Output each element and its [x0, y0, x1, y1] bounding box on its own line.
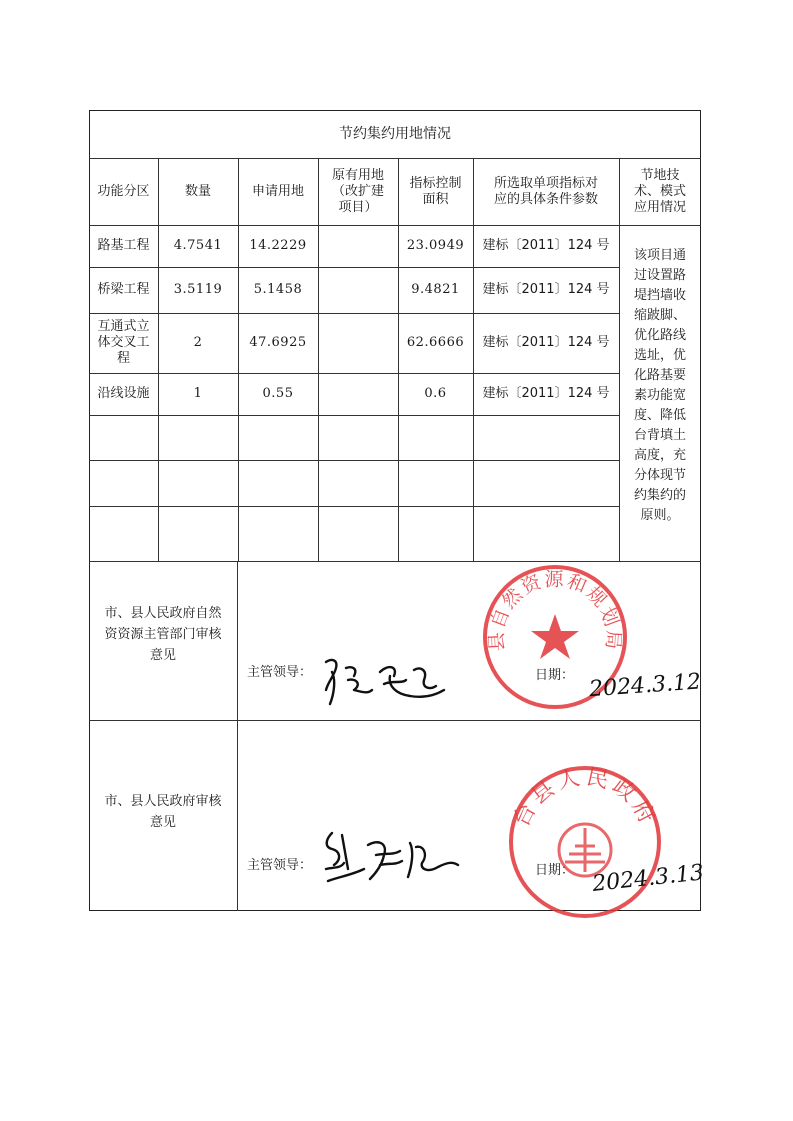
review2-label: 市、县人民政府审核 意见 — [104, 793, 222, 830]
table-cell-param: 建标〔2011〕124 号 — [482, 282, 610, 297]
row-divider — [89, 506, 619, 507]
table-cell-original — [318, 225, 398, 267]
table-cell-control: 9.4821 — [411, 282, 460, 297]
table-cell-zone: 沿线设施 — [97, 386, 150, 401]
signature-zhang — [318, 825, 468, 895]
table-cell-qty: 3.5119 — [173, 282, 223, 297]
svg-text:台县人民政府 — [509, 765, 661, 831]
handwritten-date-1 — [585, 665, 702, 705]
table-cell-original — [318, 267, 398, 313]
table-cell-param: 建标〔2011〕124 号 — [482, 335, 610, 350]
seal-text: 县自然资源和规划局 — [485, 568, 625, 652]
table-cell-zone: 桥梁工程 — [97, 282, 150, 297]
table-cell-original — [318, 373, 398, 415]
table-cell-param: 建标〔2011〕124 号 — [482, 386, 610, 401]
table-cell-apply: 47.6925 — [249, 335, 307, 350]
review2-leader-label: 主管领导： — [247, 858, 313, 873]
col-divider — [237, 561, 238, 911]
table-cell-apply: 0.55 — [262, 386, 294, 401]
row-divider — [89, 460, 619, 461]
header-apply: 申请用地 — [251, 183, 304, 199]
row-divider — [89, 415, 619, 416]
header-control: 指标控制 面积 — [409, 175, 462, 207]
svg-text:2024.3.12: 2024.3.12 — [588, 669, 702, 703]
review1-date-label: 日期： — [535, 668, 575, 683]
table-cell-original — [318, 313, 398, 373]
table-cell-param: 建标〔2011〕124 号 — [482, 238, 610, 253]
seal-text: 台县人民政府 — [509, 764, 661, 832]
table-title: 节约集约用地情况 — [339, 126, 451, 142]
table-cell-apply: 5.1458 — [253, 282, 303, 297]
table-cell-zone: 路基工程 — [97, 238, 150, 253]
header-qty: 数量 — [184, 183, 211, 199]
header-param: 所选取单项指标对 应的具体条件参数 — [493, 175, 598, 207]
svg-text:2024.3.13: 2024.3.13 — [591, 860, 706, 897]
government-seal-icon — [505, 762, 665, 922]
header-original: 原有用地 （改扩建 项目） — [331, 167, 384, 215]
table-cell-qty: 4.7541 — [173, 238, 223, 253]
header-technique: 节地技 术、模式 应用情况 — [633, 167, 686, 215]
table-cell-qty: 1 — [193, 386, 203, 401]
table-cell-control: 62.6666 — [406, 335, 465, 350]
review1-label: 市、县人民政府自然 资资源主管部门审核 意见 — [104, 606, 222, 663]
signature-chen — [318, 650, 458, 710]
review2-date-label: 日期： — [535, 863, 575, 878]
table-cell-apply: 14.2229 — [249, 238, 307, 253]
table-cell-zone: 互通式立 体交叉工 程 — [97, 319, 150, 366]
table-cell-control: 0.6 — [424, 386, 447, 401]
header-zone: 功能分区 — [97, 183, 150, 199]
review1-leader-label: 主管领导： — [247, 665, 313, 680]
table-cell-control: 23.0949 — [406, 238, 465, 253]
table-cell-qty: 2 — [193, 335, 203, 350]
handwritten-date-2 — [590, 858, 706, 898]
technique-description: 该项目通 过设置路 堤挡墙收 缩跛脚、 优化路线 选址，优 化路基要 素功能宽 度、降低 台背填土 高度，充 分体现节 约集约的 原则。 — [633, 248, 686, 523]
